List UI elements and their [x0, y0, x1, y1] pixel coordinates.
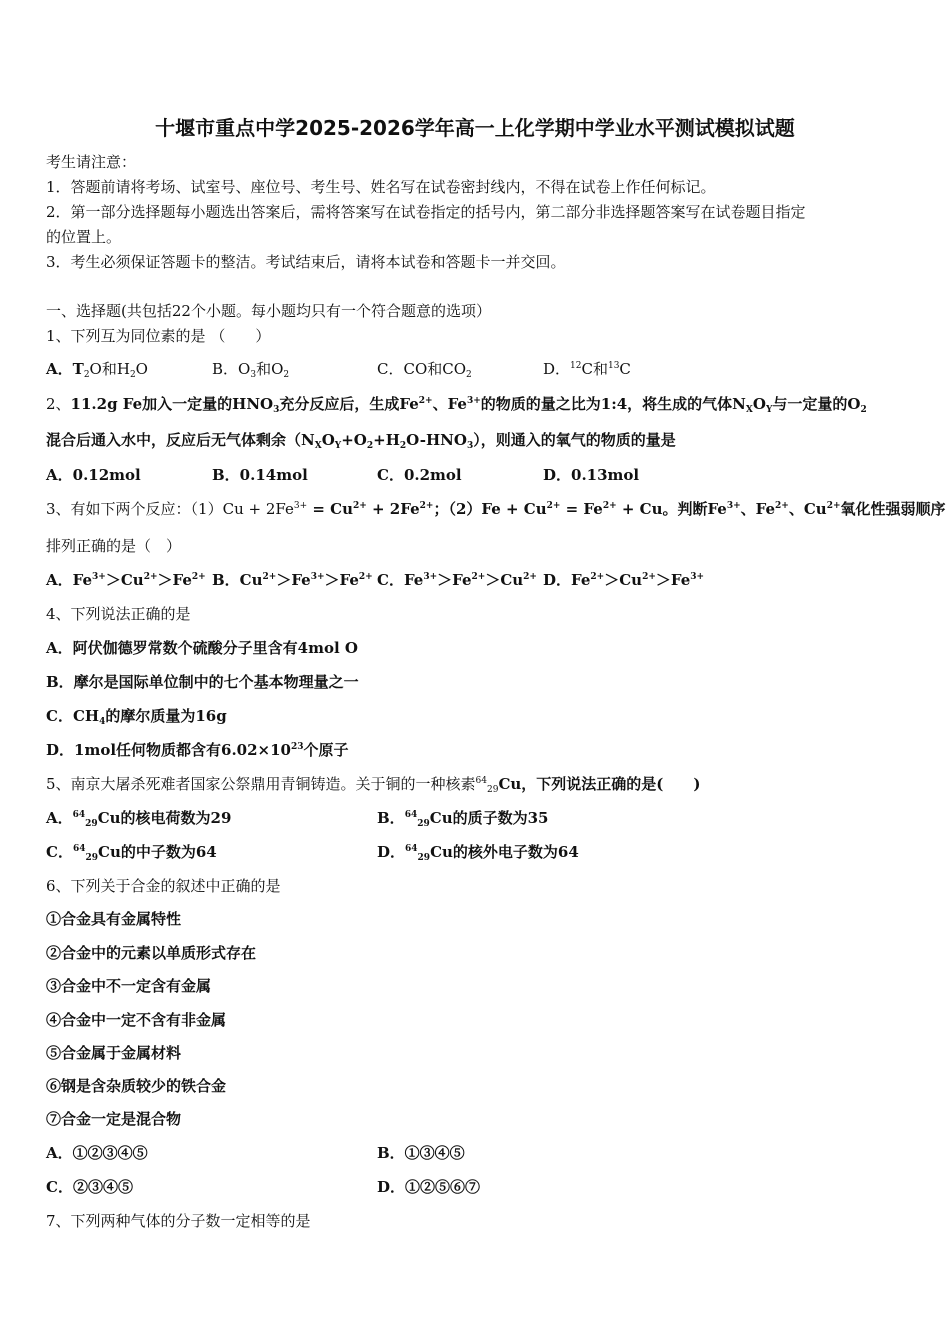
q5-option-d: D．$^{64}_{29}$Cu的核外电子数为64 — [377, 843, 579, 863]
page-title: 十堰市重点中学2025-2026学年高一上化学期中学业水平测试模拟试题 — [155, 116, 795, 140]
question-4-stem: 4、下列说法正确的是 — [46, 605, 191, 623]
q4-option-b: B．摩尔是国际单位制中的七个基本物理量之一 — [46, 673, 359, 691]
q6-option-c: C．②③④⑤ — [46, 1178, 133, 1196]
notice-item: 2．第一部分选择题每小题选出答案后，需将答案写在试卷指定的括号内，第二部分非选择题答案写在试卷题目指定 — [46, 203, 806, 221]
q6-option-d: D．①②⑤⑥⑦ — [377, 1178, 481, 1196]
q6-statement: ③合金中不一定含有金属 — [46, 977, 212, 995]
section-heading: 一、选择题(共包括22个小题。每小题均只有一个符合题意的选项） — [46, 302, 491, 320]
q6-option-a: A．①②③④⑤ — [46, 1144, 148, 1162]
notice-item: 1．答题前请将考场、试室号、座位号、考生号、姓名写在试卷密封线内，不得在试卷上作任何标记。 — [46, 178, 716, 196]
q3-option-d: D．$Fe^{2+}>Cu^{2+}>Fe^{3+}$ — [543, 571, 705, 589]
q2-option-c: C．0.2mol — [377, 466, 462, 484]
q6-statement: ①合金具有金属特性 — [46, 910, 182, 928]
notice-item: 的位置上。 — [46, 228, 122, 246]
q6-statement: ⑥钢是含杂质较少的铁合金 — [46, 1077, 227, 1095]
q2-option-a: A．0.12mol — [46, 466, 141, 484]
q6-statement: ②合金中的元素以单质形式存在 — [46, 944, 257, 962]
q6-option-b: B．①③④⑤ — [377, 1144, 465, 1162]
q3-option-a: A．$Fe^{3+}>Cu^{2+}>Fe^{2+}$ — [46, 571, 206, 589]
q4-option-c: C．$CH_4$的摩尔质量为16g — [46, 707, 227, 727]
q1-option-a: A．$T_2O$和$H_2O$ — [46, 360, 148, 380]
q6-statement: ⑤合金属于金属材料 — [46, 1044, 182, 1062]
question-6-stem: 6、下列关于合金的叙述中正确的是 — [46, 877, 281, 895]
q5-option-a: A．$^{64}_{29}$Cu的核电荷数为29 — [46, 809, 232, 829]
q2-option-b: B．0.14mol — [212, 466, 308, 484]
q5-option-c: C．$^{64}_{29}$Cu的中子数为64 — [46, 843, 217, 863]
q6-statement: ④合金中一定不含有非金属 — [46, 1011, 227, 1029]
q5-option-b: B．$^{64}_{29}$Cu的质子数为35 — [377, 809, 549, 829]
question-2-stem-line2: 混合后通入水中，反应后无气体剩余$(N_XO_Y+O_2+H_2O-HNO_3)$，则通入的氧气的物质的量是 — [46, 431, 676, 451]
question-1-stem: 1、下列互为同位素的是 （ ） — [46, 327, 271, 345]
question-3-stem-line2: 排列正确的是（ ） — [46, 537, 182, 555]
question-2-stem: 2、11.2g Fe加入一定量的$HNO_3$充分反应后，生成$Fe^{2+}$、$Fe^{3+}$的物质的量之比为1:4，将生成的气体$N_XO_Y$与一定量的$O_2$ — [46, 395, 867, 415]
q3-option-c: C．$Fe^{3+}>Fe^{2+}>Cu^{2+}$ — [377, 571, 537, 589]
q4-option-d: D．1mol任何物质都含有$6.02\times 10^{23}$个原子 — [46, 741, 349, 759]
question-7-stem: 7、下列两种气体的分子数一定相等的是 — [46, 1212, 311, 1230]
question-5-stem: 5、南京大屠杀死难者国家公祭鼎用青铜铸造。关于铜的一种核素$^{64}_{29}$Cu，下列说法正确的是( ) — [46, 775, 701, 795]
question-3-stem: 3、有如下两个反应：$(1)Cu + 2Fe^{3+} = Cu^{2+} + 2Fe^{2+}$；$(2)Fe + Cu^{2+} = Fe^{2+} + Cu$。判断$Fe^{3+}$、$Fe^{2+}$、$Cu^{2+}$氧化性强弱顺序 — [46, 500, 946, 518]
q1-option-b: B．$O_3$和$O_2$ — [212, 360, 290, 380]
q1-option-d: D．$^{12}$C和$^{13}$C — [543, 360, 631, 378]
q3-option-b: B．$Cu^{2+}>Fe^{3+}>Fe^{2+}$ — [212, 571, 373, 589]
q1-option-c: C．CO和$CO_2$ — [377, 360, 472, 380]
q6-statement: ⑦合金一定是混合物 — [46, 1110, 182, 1128]
q2-option-d: D．0.13mol — [543, 466, 640, 484]
notice-item: 3．考生必须保证答题卡的整洁。考试结束后，请将本试卷和答题卡一并交回。 — [46, 253, 566, 271]
notice-heading: 考生请注意： — [46, 153, 137, 171]
q4-option-a: A．阿伏伽德罗常数个硫酸分子里含有4mol O — [46, 639, 358, 657]
